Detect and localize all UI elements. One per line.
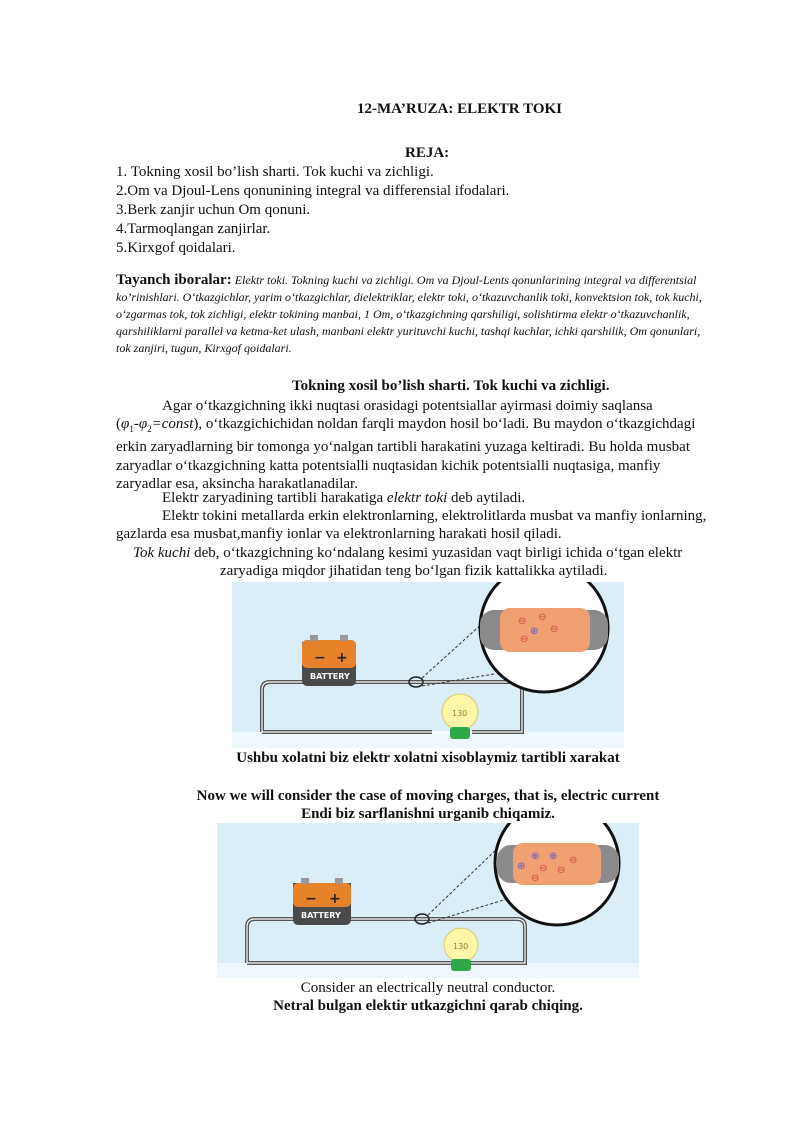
- plan-item: 5.Kirxgof qoidalari.: [116, 240, 236, 256]
- section-title: Tokning xosil bo’lish sharti. Tok kuchi va zichligi.: [292, 378, 610, 394]
- battery-plus: +: [329, 891, 341, 907]
- negative-charge-icon: ⊖: [569, 855, 578, 866]
- subscript: 1: [129, 424, 134, 435]
- negative-charge-icon: ⊖: [518, 616, 527, 627]
- plan-item: 3.Berk zanjir uchun Om qonuni.: [116, 202, 311, 218]
- positive-charge-icon: ⊕: [530, 626, 539, 637]
- plan-item: 4.Tarmoqlangan zanjirlar.: [116, 221, 271, 237]
- figure-caption: Consider an electrically neutral conductor.: [300, 980, 556, 996]
- battery-icon: [302, 635, 356, 686]
- battery-minus: −: [305, 891, 317, 907]
- paragraph-definition: [162, 489, 762, 507]
- figure-caption: Netral bulgan elektir utkazgichni qarab chiqing.: [273, 998, 583, 1014]
- negative-charge-icon: ⊖: [550, 624, 559, 635]
- phi-symbol: φ: [138, 416, 148, 433]
- formula-paren: (: [116, 416, 121, 433]
- bulb-mark: 130: [453, 942, 469, 951]
- circuit-illustration: [232, 582, 624, 748]
- subscript: 2: [147, 424, 152, 435]
- circuit-figure-2: [217, 823, 639, 978]
- formula-const: =const: [151, 416, 194, 433]
- positive-charge-icon: ⊕: [549, 851, 558, 862]
- negative-charge-icon: ⊖: [520, 634, 529, 645]
- battery-label: BATTERY: [310, 672, 350, 681]
- battery-plus: +: [336, 650, 348, 666]
- bulb-mark: 130: [452, 709, 468, 718]
- plan-list: [116, 163, 509, 258]
- paragraph-current-condition: [116, 397, 716, 493]
- paragraph-text: Elektr zaryadining tartibli harakatiga: [162, 490, 387, 506]
- lecture-title: 12-MA’RUZA: ELEKTR TOKI: [357, 101, 563, 117]
- negative-charge-icon: ⊖: [557, 865, 566, 876]
- negative-charge-icon: ⊖: [538, 612, 547, 623]
- circuit-illustration: [217, 823, 639, 978]
- paragraph-line: Agar o‘tkazgichning ikki nuqtasi orasidagi potentsiallar ayirmasi doimiy saqlansa: [162, 398, 653, 414]
- battery-label: BATTERY: [301, 911, 341, 920]
- negative-charge-icon: ⊖: [531, 873, 540, 884]
- keywords-block: [116, 272, 716, 357]
- figure-caption: Endi biz sarflanishni urganib chiqamiz.: [301, 806, 555, 822]
- negative-charge-icon: ⊖: [539, 863, 548, 874]
- keywords-label: Tayanch iboralar:: [116, 272, 232, 288]
- phi-symbol: φ: [121, 416, 130, 433]
- battery-icon: [293, 878, 351, 925]
- paragraph-text: deb aytiladi.: [447, 490, 526, 506]
- formula-dash: -: [133, 416, 139, 433]
- plan-item: 2.Om va Djoul-Lens qonunining integral va differensial ifodalari.: [116, 183, 510, 199]
- paragraph-line: zaryadiga miqdor jihatidan teng bo‘lgan fizik kattalikka aytiladi.: [220, 563, 608, 580]
- paragraph-carriers: [116, 507, 716, 543]
- paragraph-current-strength: [133, 544, 733, 580]
- positive-charge-icon: ⊕: [517, 861, 526, 872]
- paragraph-text: Elektr tokini metallarda erkin elektronlarning, elektrolitlarda musbat va manfiy ionlarning, gazlarda esa musbat,manfiy ionlar va elektronlarning harakati hosil qiladi.: [116, 508, 707, 543]
- keywords-text: Elektr toki. Tokning kuchi va zichligi. Om va Djoul-Lents qonunlarining integral va differentsial ko’rinishlari. O‘tkazgichlar, yarim o‘tkazgichlar, dielektriklar, elektr toki, o‘tkazuvchanlik toki, konvektsion tok, tok kuchi, o‘zgarmas tok, tok zichligi, elektr tokining manbai, 1 Om, o‘tkazgichning qarshiligi, solishtirma elektr o‘tkazuvchanlik, qarshiliklarni parallel va ketma-ket ulash, manbani elektr yurituvchi kuchi, tashqi kuchlar, ichki qarshilik, Om qonunlari, tok zanjiri, tugun, Kirxgof qoidalari.: [116, 273, 702, 355]
- figure-caption: Now we will consider the case of moving charges, that is, electric current: [196, 788, 660, 804]
- term-current-strength: Tok kuchi: [133, 545, 191, 561]
- plan-item: 1. Tokning xosil bo’lish sharti. Tok kuchi va zichligi.: [116, 164, 434, 180]
- positive-charge-icon: ⊕: [531, 851, 540, 862]
- battery-minus: −: [314, 650, 326, 666]
- plan-heading: REJA:: [405, 145, 450, 161]
- paragraph-text: deb, o‘tkazgichning ko‘ndalang kesimi yuzasidan vaqt birligi ichida o‘tgan elektr: [190, 545, 683, 561]
- paragraph-text: ), o‘tkazgichichidan noldan farqli maydon hosil bo‘ladi. Bu maydon o‘tkazgichdagi erkin zaryadlarning bir tomonga yo‘nalgan tartibli harakatini yuzaga keltiradi. Bu holda musbat zaryadlar o‘tkazgichning katta potentsialli nuqtasidan kichik potentsialli nuqtasiga, manfiy zaryadlar esa, aksincha harakatlanadilar.: [116, 416, 696, 492]
- figure-caption: Ushbu xolatni biz elektr xolatni xisoblaymiz tartibli xarakat: [236, 750, 620, 766]
- circuit-figure-1: [232, 582, 624, 748]
- term-electric-current: elektr toki: [386, 490, 448, 506]
